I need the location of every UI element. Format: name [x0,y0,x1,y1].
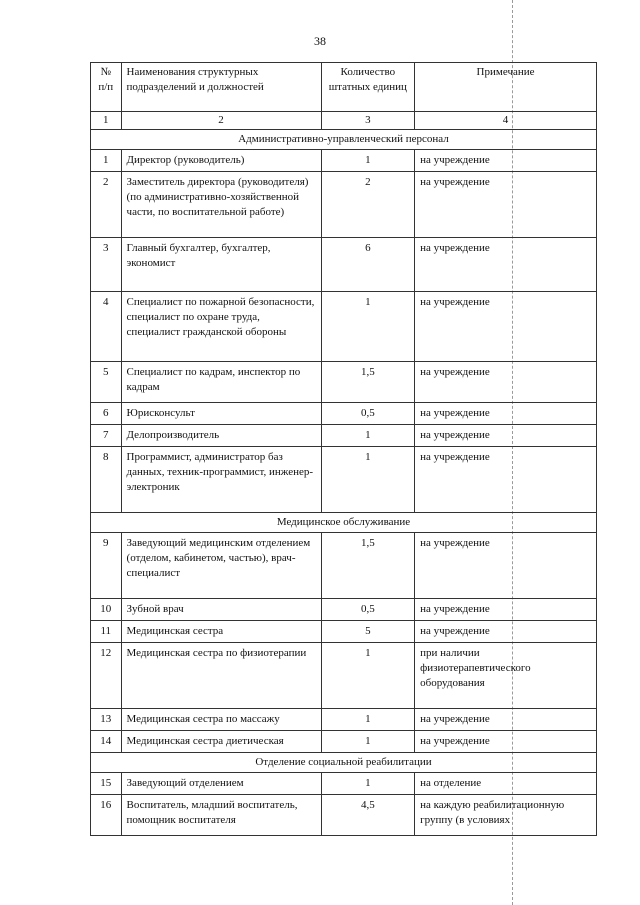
row-qty: 1,5 [321,533,415,599]
row-note: при наличии физиотерапевтического оборудования [415,643,597,709]
row-qty: 1 [321,731,415,753]
row-note: на учреждение [415,238,597,292]
row-name: Программист, администратор баз данных, техник-программист, инженер-электроник [121,447,321,513]
table-row [91,731,597,753]
table-row [91,643,597,709]
row-note: на учреждение [415,362,597,403]
table-row [91,150,597,172]
row-note: на учреждение [415,403,597,425]
row-qty: 6 [321,238,415,292]
staffing-table [90,62,597,836]
section-row [91,130,597,150]
row-note: на каждую реабилитационную группу (в условиях [415,795,597,836]
header-name: Наименования структурных подразделений и должностей [121,63,321,112]
row-qty: 1 [321,709,415,731]
row-num: 15 [91,773,122,795]
table-row [91,773,597,795]
row-qty: 5 [321,621,415,643]
row-num: 11 [91,621,122,643]
row-num: 7 [91,425,122,447]
section-title: Административно-управленческий персонал [91,130,597,150]
section-row [91,753,597,773]
row-qty: 1 [321,292,415,362]
row-name: Воспитатель, младший воспитатель, помощник воспитателя [121,795,321,836]
row-qty: 1,5 [321,362,415,403]
row-name: Специалист по пожарной безопасности, специалист по охране труда, специалист гражданской обороны [121,292,321,362]
row-qty: 1 [321,643,415,709]
row-name: Главный бухгалтер, бухгалтер, экономист [121,238,321,292]
row-name: Медицинская сестра диетическая [121,731,321,753]
row-num: 9 [91,533,122,599]
table-row [91,292,597,362]
row-num: 12 [91,643,122,709]
table-header-row [91,63,597,112]
row-name: Юрисконсульт [121,403,321,425]
column-index-row [91,112,597,130]
row-num: 8 [91,447,122,513]
row-note: на учреждение [415,292,597,362]
row-name: Заведующий медицинским отделением (отделом, кабинетом, частью), врач-специалист [121,533,321,599]
table-row [91,599,597,621]
section-title: Медицинское обслуживание [91,513,597,533]
row-name: Специалист по кадрам, инспектор по кадрам [121,362,321,403]
section-row [91,513,597,533]
row-name: Медицинская сестра по массажу [121,709,321,731]
row-num: 5 [91,362,122,403]
row-name: Заведующий отделением [121,773,321,795]
column-index-cell: 3 [321,112,415,130]
row-note: на учреждение [415,599,597,621]
row-num: 6 [91,403,122,425]
row-note: на учреждение [415,172,597,238]
row-note: на учреждение [415,150,597,172]
table-row [91,172,597,238]
table-row [91,709,597,731]
row-name: Заместитель директора (руководителя) (по административно-хозяйственной части, по воспитательной работе) [121,172,321,238]
row-note: на учреждение [415,621,597,643]
row-note: на учреждение [415,447,597,513]
section-title: Отделение социальной реабилитации [91,753,597,773]
row-note: на учреждение [415,709,597,731]
row-num: 4 [91,292,122,362]
table-row [91,425,597,447]
row-num: 3 [91,238,122,292]
row-qty: 1 [321,425,415,447]
header-qty: Количество штатных единиц [321,63,415,112]
row-name: Медицинская сестра [121,621,321,643]
row-num: 10 [91,599,122,621]
row-num: 1 [91,150,122,172]
column-index-cell: 1 [91,112,122,130]
row-qty: 1 [321,773,415,795]
table-row [91,362,597,403]
row-num: 16 [91,795,122,836]
table-row [91,533,597,599]
row-qty: 0,5 [321,599,415,621]
row-note: на учреждение [415,533,597,599]
table-row [91,795,597,836]
table-row [91,238,597,292]
table-row [91,403,597,425]
row-qty: 4,5 [321,795,415,836]
row-qty: 1 [321,447,415,513]
row-name: Делопроизводитель [121,425,321,447]
row-name: Директор (руководитель) [121,150,321,172]
row-qty: 2 [321,172,415,238]
row-num: 14 [91,731,122,753]
row-num: 13 [91,709,122,731]
row-name: Зубной врач [121,599,321,621]
column-index-cell: 2 [121,112,321,130]
row-note: на учреждение [415,731,597,753]
row-note: на учреждение [415,425,597,447]
table-row [91,621,597,643]
column-index-cell: 4 [415,112,597,130]
row-qty: 0,5 [321,403,415,425]
row-note: на отделение [415,773,597,795]
header-note: Примечание [415,63,597,112]
row-num: 2 [91,172,122,238]
row-qty: 1 [321,150,415,172]
row-name: Медицинская сестра по физиотерапии [121,643,321,709]
page-number: 38 [314,34,326,48]
table-row [91,447,597,513]
header-num: № п/п [91,63,122,112]
